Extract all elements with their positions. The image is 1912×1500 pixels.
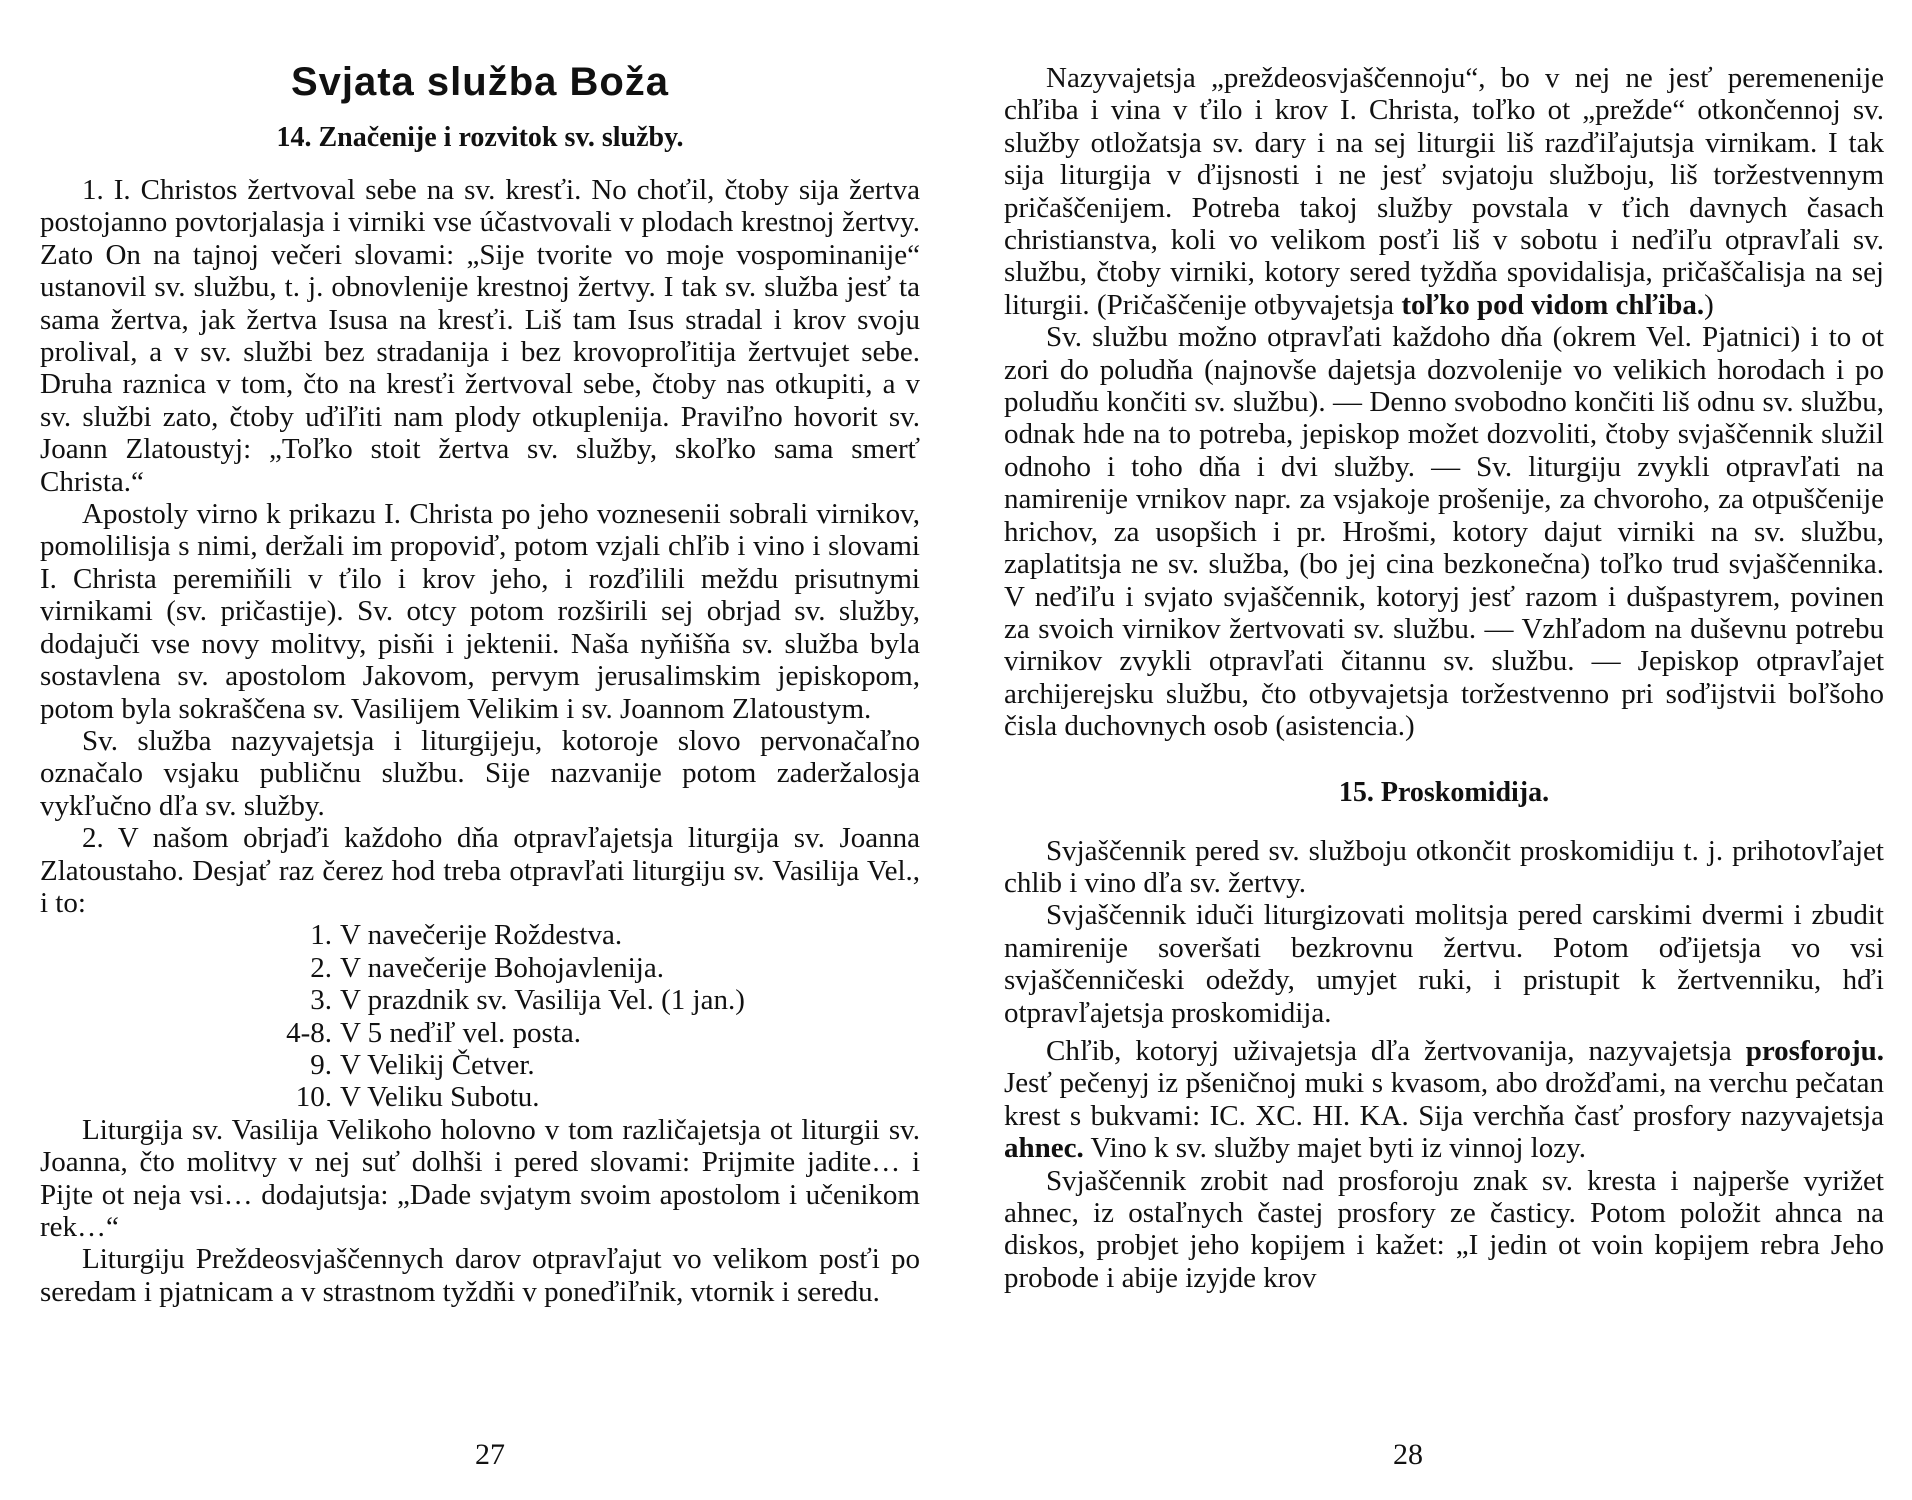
left-paragraph-3: Sv. služba nazyvajetsja i liturgijeju, kotoroje slovo pervonačaľno označalo vsjaku publičnu službu. Sije nazvanije potom zaderžalosja vykľučno dľa sv. služby. bbox=[40, 724, 920, 822]
list-item-text: V navečerije Bohojavlenija. bbox=[340, 951, 664, 984]
left-page-text bbox=[40, 0, 920, 1308]
right-paragraph-1-bold: toľko pod vidom chľiba. bbox=[1401, 288, 1705, 321]
page-number-left: 27 bbox=[475, 1438, 505, 1471]
section-title-14: 14. Značenije i rozvitok sv. služby. bbox=[276, 122, 684, 153]
right-paragraph-1-end: ) bbox=[1704, 288, 1714, 321]
list-item-text: V 5 neďiľ vel. posta. bbox=[340, 1016, 582, 1049]
right-page bbox=[956, 0, 1912, 1500]
right-paragraph-5 bbox=[1004, 1035, 1884, 1165]
list-item bbox=[40, 952, 920, 984]
chapter-title: Svjata služba Boža bbox=[290, 60, 670, 104]
left-paragraph-5: Liturgija sv. Vasilija Velikoho holovno v tom različajetsja ot liturgii sv. Joanna, čto molitvy v nej suť dolhši i pered slovami: Prijmite jadite… i Pijte ot neja vsi… dodajutsja: „Dade svjatym svoim apostolom i učenikom rek…“ bbox=[40, 1113, 920, 1243]
right-paragraph-5-text-c: Jesť pečenyj iz pšeničnoj muki s kvasom, abo drožďami, na verchu pečatan krest s bukvami: IC. XC. HI. KA. Sija verchňa časť prosfory nazyvajetsja bbox=[1004, 1067, 1884, 1132]
list-item-text: V navečerije Roždestva. bbox=[340, 919, 623, 952]
left-paragraph-4: 2. V našom obrjaďi každoho dňa otpravľajetsja liturgija sv. Joanna Zlatoustaho. Desjať raz čerez hod treba otpravľati liturgiju sv. Vasilija Vel., i to: bbox=[40, 822, 920, 919]
term-ahnec: ahnec. bbox=[1004, 1132, 1084, 1165]
list-item bbox=[40, 1081, 920, 1113]
right-paragraph-4: Svjaščennik iduči liturgizovati molitsja pered carskimi dvermi i zbudit namirenije soveršati bezkrovnu žertvu. Potom oďijetsja vo vsi svjaščenničeski odeždy, umyjet ruki, i pristupit k žertvenniku, hďi otpravľajetsja proskomidija. bbox=[1004, 899, 1884, 1029]
right-paragraph-1-text: Nazyvajetsja „preždeosvjaščennoju“, bo v nej ne jesť peremenenije chľiba i vina v ťilo i krov I. Christa, toľko ot „prežde“ otkončennoj sv. služby otložatsja sv. dary i na sej liturgii liš razďiľajutsja virnikam. I tak sija liturgija v ďijsnosti i ne jesť svjatoju službоju, liš toržestvennym pričaščenijem. Potreba takoj služby povstala v ťich davnych časach christianstva, koli vo velikom posťi liš v sobotu i neďiľu otpravľali sv. službu, čtoby virniki, kotory sered tyždňa spovidalisja, pričaščalisja na sej liturgii. (Pričaščenije otbyvajetsja bbox=[1004, 62, 1884, 321]
page-number-right: 28 bbox=[1393, 1438, 1423, 1471]
list-item bbox=[40, 1017, 920, 1049]
right-paragraph-5-text-a: Chľib, kotoryj uživajetsja dľa žertvovanija, nazyvajetsja bbox=[1046, 1034, 1746, 1067]
list-item-text: V Velikij Četver. bbox=[340, 1048, 535, 1081]
right-page-text bbox=[1004, 0, 1884, 1294]
left-paragraph-1: 1. I. Christos žertvoval sebe na sv. kresťi. No choťil, čtoby sija žertva postojanno povtorjalasja i virniki vse účastvovali v plodach krestnoj žertvy. Zato On na tajnoj večeri slovami: „Sije tvorite vo moje vospominanije“ ustanovil sv. službu, t. j. obnovlenije krestnoj žertvy. I tak sv. služba jesť ta sama žertva, jak žertva Isusa na kresťi. Liš tam Isus stradal i krov svoju prolival, a v sv. službi bez stradanija i bez krovoproľitija žertvujet sebe. Druha raznica v tom, čto na kresťi žertvoval sebe, čtoby nas otkupiti, a v sv. službi zato, čtoby uďiľiti nam plody otkuplenija. Praviľno hovorit sv. Joann Zlatoustyj: „Toľko stoit žertva sv. služby, skoľko sama smerť Christa.“ bbox=[40, 174, 920, 498]
right-paragraph-6: Svjaščennik zrobit nad prosforoju znak sv. kresta i najperše vyrižet ahnec, iz ostaľnych častej prosfory ze časticy. Potom položit ahnca na diskos, probjet jeho kopijem i kažet: „I jedin ot voin kopijem rebra Jeho probode i abije izyjde krov bbox=[1004, 1164, 1884, 1294]
left-paragraph-6: Liturgiju Preždeosvjaščennych darov otpravľajut vo velikom posťi po seredam i pjatnicam a v strastnom tyždňi v poneďiľnik, vtornik i seredu. bbox=[40, 1243, 920, 1308]
list-item-number: 3. bbox=[310, 984, 332, 1017]
list-item bbox=[40, 919, 920, 951]
list-item-number: 10. bbox=[295, 1081, 332, 1114]
list-item bbox=[40, 1049, 920, 1081]
right-paragraph-5-text-e: Vino k sv. služby majet byti iz vinnoj lozy. bbox=[1083, 1132, 1586, 1165]
vasilij-liturgy-days-list bbox=[40, 919, 920, 1113]
list-item bbox=[40, 984, 920, 1016]
section-title-15: 15. Proskomidija. bbox=[1338, 776, 1550, 808]
list-item-number: 4-8. bbox=[286, 1016, 332, 1049]
list-item-text: V prazdnik sv. Vasilija Vel. (1 jan.) bbox=[340, 984, 745, 1017]
left-paragraph-2: Apostoly virno k prikazu I. Christa po jeho vozneseniі sobrali virnikov, pomolilisja s nimi, deržali im propoviď, potom vzjali chľib i vino i slovami I. Christa peremiňili v ťilo i krov jeho, i rozďilili meždu prisutnymi virnikami (sv. pričastije). Sv. otcy potom rozširili sej obrjad sv. služby, dodajuči vse novy molitvy, pisňi i jektenii. Naša nyňišňa sv. služba byla sostavlena sv. apostolom Jakovom, pervym jerusalimskim jepiskopom, potom byla sokraščena sv. Vasilijem Velikim i sv. Joannom Zlatoustym. bbox=[40, 498, 920, 725]
list-item-number: 9. bbox=[310, 1048, 332, 1081]
right-paragraph-3: Svjaščennik pered sv. službоju otkončit proskomidiju t. j. prihotovľajet chlib i vino dľa sv. žertvy. bbox=[1004, 834, 1884, 899]
right-paragraph-2: Sv. službu možno otpravľati každoho dňa (okrem Vel. Pjatnici) i to ot zori do poludňa (najnovše dajetsja dozvolenije vo velikich horodach i po poludňu končiti sv. službu). — Denno svobodno končiti liš odnu sv. službu, odnak hde na to potreba, jepiskop možet dozvoliti, čtoby svjaščennik služil odnoho i toho dňa i dvi služby. — Sv. liturgiju zvykli otpravľati na namirenije vrnikov napr. za vsjakoje prošenije, za chvoroho, za otpuščenije hrichov, za usopšich i pr. Hrošmi, kotory dajut virniki na sv. službu, zaplatitsja ne sv. služba, (bo jej cina bezkonečna) toľko trud svjaščennika. V neďiľu i svjato svjaščennik, kotoryj jesť razom i dušpastyrem, povinen za svoich virnikov žertvovati sv. službu. — Vzhľadom na duševnu potrebu virnikov zvykli otpravľati čitannu sv. službu. — Jepiskop otpravľajet archijerejsku službu, čto otbyvajetsja toržestvenno pri soďijstvii boľšoho čisla duchovnych osob (asistencia.) bbox=[1004, 321, 1884, 743]
term-prosfora: prosforoju. bbox=[1745, 1034, 1884, 1067]
list-item-number: 2. bbox=[310, 951, 332, 984]
list-item-text: V Veliku Subotu. bbox=[340, 1081, 540, 1114]
right-paragraph-1 bbox=[1004, 62, 1884, 321]
list-item-number: 1. bbox=[310, 919, 332, 952]
